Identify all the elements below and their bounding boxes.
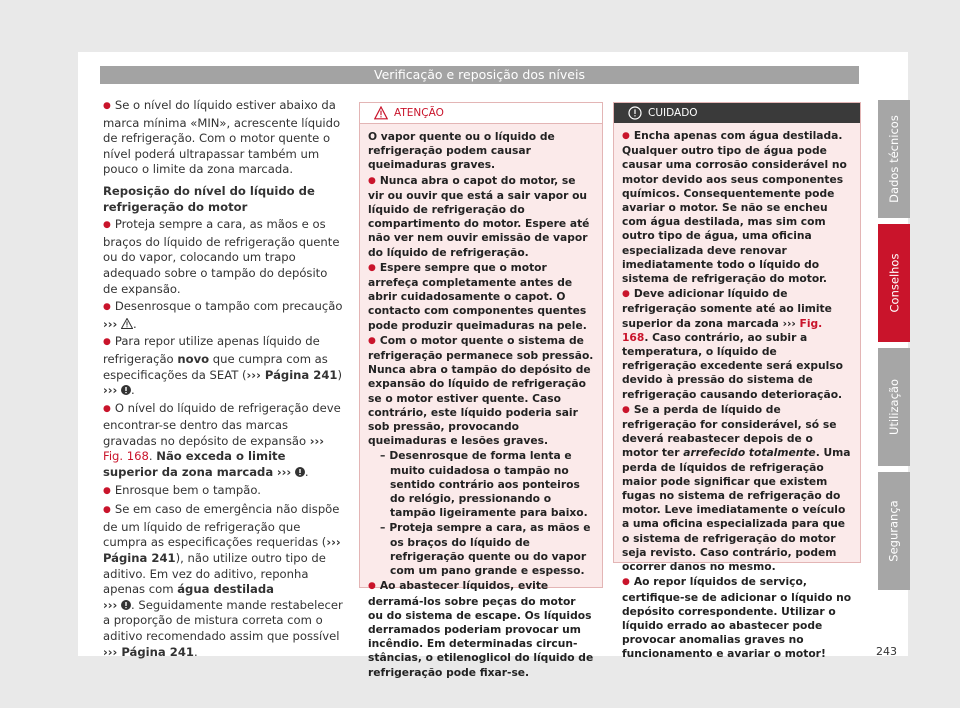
paragraph-level-marks: ● O nível do líquido de refrigeração deve encontrar-se dentro das marcas gravadas no depósito de expansão ››› Fig. 168. Não exceda o limite superior da zona marcada ››› . xyxy=(103,401,343,481)
section-header: Verificação e reposição dos níveis xyxy=(100,66,859,84)
caution-item: ● Ao repor líquidos de serviço, certifique-se de adicionar o líquido no depósito correspondente. Utilizar o líquido errado ao abastecer pode provocar anomalias graves no funcionamento e avariar o motor! xyxy=(622,575,852,661)
link-fig-168[interactable]: Fig. 168 xyxy=(622,316,823,344)
subsection-title: Reposição do nível do líquido de refrigeração do motor xyxy=(103,183,315,214)
main-text-column xyxy=(103,98,343,662)
stop-notice-icon xyxy=(121,385,131,395)
warning-subitem: – Desenrosque de forma lenta e muito cuidadosa o tampão no sentido contrário aos ponteiros do relógio, pressionando o tampão ligeiramente para baixo. xyxy=(368,449,594,520)
link-page-241[interactable]: ››› Página 241 xyxy=(103,535,341,566)
link-fig-168[interactable]: Fig. 168 xyxy=(103,449,149,464)
warning-box xyxy=(359,102,603,679)
caution-body xyxy=(614,123,860,662)
stop-notice-icon xyxy=(121,600,131,610)
warning-item: ● Ao abastecer líquidos, evite derramá-los sobre peças do motor ou do sistema de escape. Os líquidos derramados poderiam provocar um incêndio. Em determinadas circunstâncias, o etilenoglicol do líquido de refrigeração pode fixar-se. xyxy=(368,579,594,679)
warning-title: ATENÇÃO xyxy=(394,107,444,119)
paragraph-screw-cap: ● Enrosque bem o tampão. xyxy=(103,483,343,501)
warning-item: ● Espere sempre que o motor arrefeça completamente antes de abrir cuidadosamente o capot. O contacto com componentes quentes pode produzir queimaduras na pele. xyxy=(368,261,594,333)
page-number: 243 xyxy=(876,645,897,658)
tab-dados-tecnicos[interactable]: Dados técnicos xyxy=(878,100,910,218)
warning-subitem: – Proteja sempre a cara, as mãos e os braços do líquido de refrigeração quente ou do vapor com um pano grande e espesso. xyxy=(368,521,594,578)
caution-title: CUIDADO xyxy=(648,107,698,119)
warning-triangle-icon xyxy=(374,106,388,120)
caution-header xyxy=(614,103,860,123)
warning-item: ● Nunca abra o capot do motor, se vir ou ouvir que está a sair vapor ou líquido de refrigeração do compartimento do motor. Espere até não ver nem ouvir emissão de vapor do líquido de refrigeração. xyxy=(368,174,594,260)
stop-notice-icon xyxy=(295,467,305,477)
warning-intro: O vapor quente ou o líquido de refrigeração podem causar queimaduras graves. xyxy=(368,130,555,172)
tab-seguranca[interactable]: Segurança xyxy=(878,472,910,590)
paragraph-unscrew: ● Desenrosque o tampão com precaução ››› . xyxy=(103,299,343,332)
stop-notice-icon xyxy=(628,106,642,120)
caution-item: ● Deve adicionar líquido de refrigeração somente até ao limite superior da zona marcada ››› Fig. 168. Caso contrário, ao subir a temperatura, o líquido de refrigeração excedente será expulso devido à pressão do sistema de refrigeração causando deterioração. xyxy=(622,287,852,402)
warning-body xyxy=(360,124,602,680)
warning-header xyxy=(360,103,602,124)
link-page-241[interactable]: ››› Página 241 xyxy=(103,644,194,659)
caution-item: ● Encha apenas com água destilada. Qualquer outro tipo de água pode causar uma corrosão considerável no motor devido aos seus componentes químicos. Consequentemente pode avariar o motor. Se não se encheu com água destilada, mas sim com outro tipo de água, uma oficina especializada deve renovar imediatamente todo o líquido do sistema de refrigeração do motor. xyxy=(622,129,852,286)
paragraph-emergency: ● Se em caso de emergência não dispõe de um líquido de refrigeração que cumpra as especificações requeridas (››› Página 241), não utilize outro tipo de aditivo. Em vez do aditivo, reponha apenas com água destilada ››› . Seguidamente mande restabelecer a proporção de mistura correta com o aditivo recomendado assim que possível ››› Página 241. xyxy=(103,502,343,660)
paragraph-new-coolant: ● Para repor utilize apenas líquido de refrigeração novo que cumpra com as especificações da SEAT (››› Página 241) ››› . xyxy=(103,334,343,398)
link-page-241[interactable]: ››› Página 241 xyxy=(246,367,338,382)
caution-box xyxy=(613,102,861,661)
warning-triangle-icon xyxy=(121,318,133,329)
paragraph-protect: ● Proteja sempre a cara, as mãos e os braços do líquido de refrigeração quente ou do vapor, colocando um trapo adequado sobre o tampão do depósito de expansão. xyxy=(103,217,343,297)
warning-item: ● Com o motor quente o sistema de refrigeração permanece sob pressão. Nunca abra o tampão do depósito de expansão do líquido de refrigeração se o motor estiver quente. Caso contrário, este líquido poderia sair sob pressão, provocando queimaduras e lesões graves. xyxy=(368,334,594,449)
paragraph-level-low: ● Se o nível do líquido estiver abaixo da marca mínima «MIN», acrescente líquido de refrigeração. Com o motor quente o nível poderá ultrapassar também um pouco o limite da zona marcada. xyxy=(103,98,343,178)
tab-conselhos[interactable]: Conselhos xyxy=(878,224,910,342)
caution-item: ● Se a perda de líquido de refrigeração for considerável, só se deverá reabastecer depois de o motor ter arrefecido totalmente. Uma perda de líquidos de refrigeração maior pode significar que existem fugas no sistema de refrigeração do motor. Leve imediatamente o veículo a uma oficina especializada para que o sistema de refrigeração do motor seja revisto. Caso contrário, podem ocorrer danos no mesmo. xyxy=(622,403,852,574)
tab-utilizacao[interactable]: Utilização xyxy=(878,348,910,466)
